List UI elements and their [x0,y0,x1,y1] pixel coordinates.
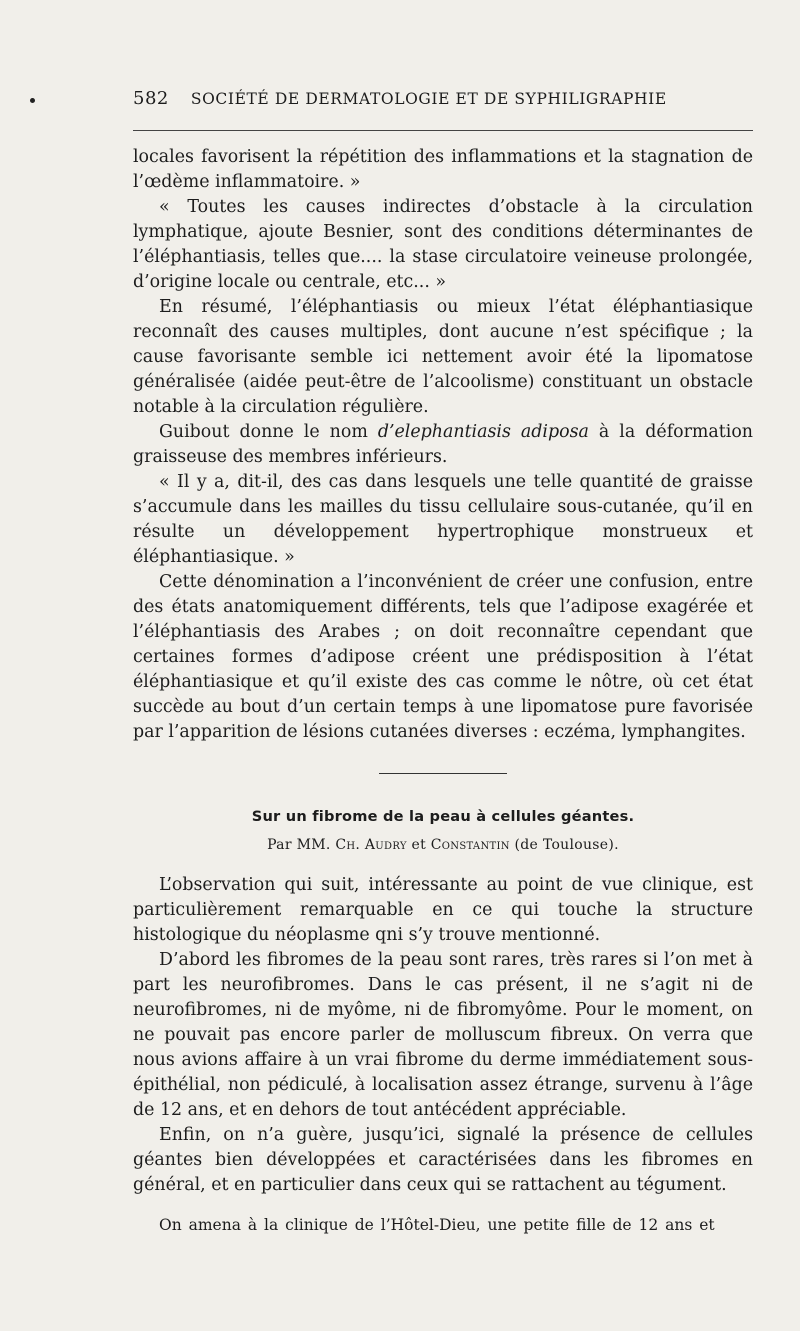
byline-suffix: (de Toulouse). [509,837,619,853]
byline-and: et [406,837,431,853]
article-paragraph-3: Enfin, on n’a guère, jusqu’ici, signalé la présence de cellules géantes bien développées et caractérisées dans les fibromes en général, et en particulier dans ceux qui se rattachent au tégument. [133,1125,753,1195]
journal-title: SOCIÉTÉ DE DERMATOLOGIE ET DE SYPHILIGRAPHIE [190,90,667,108]
paragraph-6: Cette dénomination a l’inconvénient de créer une confusion, entre des états anatomiquement différents, tels que l’adipose exagérée et l’éléphantiasis des Arabes ; on doit reconnaître cependant que certaines formes d’adipose créent une prédisposition à l’état éléphantiasique et qu’il existe des cas comme le nôtre, où cet état succède au bout d’un certain temps à une lipomatose pure favorisée par l’apparition de lésions cutanées diverses : eczéma, lymphangites. [133,572,753,742]
paragraph-3: En résumé, l’éléphantiasis ou mieux l’état éléphantiasique reconnaît des causes multiples, dont aucune n’est spécifique ; la cause favorisante semble ici nettement avoir été la lipomatose généralisée (aidée peut-être de l’alcoolisme) constituant un obstacle notable à la circulation régulière. [133,297,753,417]
article-paragraph-1: L’observation qui suit, intéressante au point de vue clinique, est particulièrement remarquable en ce qui touche la structure histologique du néoplasme qni s’y trouve mentionné. [133,875,753,945]
page-number: 582 [133,88,169,109]
margin-bullet-mark [30,98,35,103]
paragraph-5: « Il y a, dit-il, des cas dans lesquels une telle quantité de graisse s’accumule dans les mailles du tissu cellulaire sous-cutanée, qu’il en résulte un développement hypertrophique monstrueux et éléphantiasique. » [133,472,753,567]
section-separator [379,773,507,774]
article-byline [133,837,753,853]
running-head [133,88,753,118]
paragraph-1: locales favorisent la répétition des inflammations et la stagnation de l’œdème inflammatoire. » [133,147,753,192]
article-paragraph-2: D’abord les fibromes de la peau sont rares, très rares si l’on met à part les neurofibromes. Dans le cas présent, il ne s’agit ni de neurofibromes, ni de myôme, ni de fibromyôme. Pour le moment, on ne pouvait pas encore parler de molluscum fibreux. On verra que nous avions affaire à un vrai fibrome du derme immédiatement sous-épithélial, non pédiculé, à localisation assez étrange, survenu à l’âge de 12 ans, et en dehors de tout antécédent appréciable. [133,950,753,1120]
author-audry: Ch. Audry [335,837,407,853]
article-title: Sur un fibrome de la peau à cellules géantes. [251,808,635,825]
paragraph-4-end: à la déformation graisseuse des membres inférieurs. [133,422,753,467]
paragraph-4-italic-term: d’elephantiasis adiposa [377,422,589,442]
author-constantin: Constantin [430,837,510,853]
paragraph-2: « Toutes les causes indirectes d’obstacle à la circulation lymphatique, ajoute Besnier, sont des conditions déterminantes de l’éléphantiasis, telles que.... la stase circulatoire veineuse prolongée, d’origine locale ou centrale, etc... » [133,197,753,292]
byline-prefix: Par MM. [267,837,336,853]
article-paragraph-4: On amena à la clinique de l’Hôtel-Dieu, une petite fille de 12 ans et [159,1216,715,1234]
paragraph-4 [133,420,753,470]
header-rule [133,130,753,131]
paragraph-4-start: Guibout donne le nom [159,422,378,442]
page [133,88,753,1252]
